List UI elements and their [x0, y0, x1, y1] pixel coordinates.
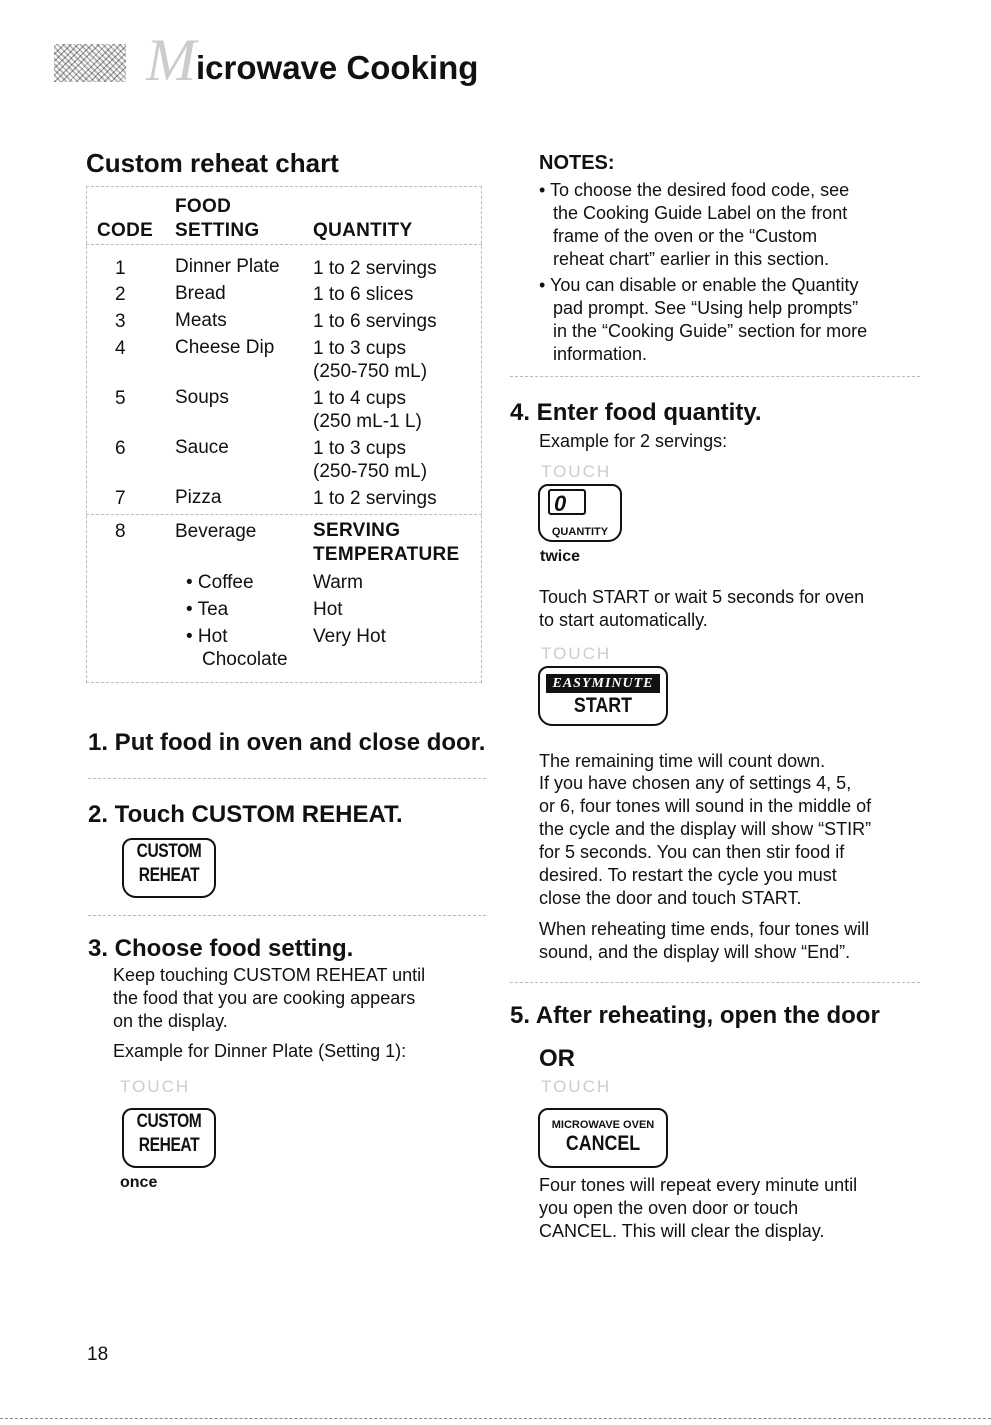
- row-qty: 1 to 4 cups: [313, 388, 406, 409]
- row-food: Pizza: [175, 487, 222, 508]
- step-5-body-line: Four tones will repeat every minute until: [539, 1175, 858, 1195]
- custom-reheat-pad[interactable]: [122, 1108, 216, 1168]
- step-4-body-line: or 6, four tones will sound in the middle of: [539, 796, 872, 816]
- pad-label: CUSTOM: [136, 841, 202, 862]
- row-qty-metric: (250 mL-1 L): [313, 411, 422, 432]
- start-pad[interactable]: [538, 666, 668, 726]
- step-5-body-line: you open the oven door or touch: [539, 1198, 799, 1218]
- pad-label: CUSTOM: [136, 1111, 202, 1132]
- step-3-example: Example for Dinner Plate (Setting 1):: [113, 1041, 407, 1061]
- touch-label: TOUCH: [541, 1077, 612, 1096]
- step-4-example: Example for 2 servings:: [539, 431, 728, 451]
- row-food: Sauce: [175, 437, 229, 458]
- touch-label: TOUCH: [541, 462, 612, 481]
- beverage-item-cont: Chocolate: [202, 649, 288, 670]
- col-header-quantity: QUANTITY: [313, 220, 413, 241]
- row-code: 4: [115, 338, 126, 359]
- row-code: 8: [115, 521, 126, 542]
- step-5-heading: 5. After reheating, open the door: [510, 1002, 880, 1029]
- step-4-body-line: When reheating time ends, four tones will: [539, 919, 870, 939]
- note-line: pad prompt. See “Using help prompts”: [553, 298, 859, 318]
- note-line: the Cooking Guide Label on the front: [553, 203, 848, 223]
- row-code: 7: [115, 488, 126, 509]
- note-line: reheat chart” earlier in this section.: [553, 249, 830, 269]
- note-line: • You can disable or enable the Quantity: [539, 275, 859, 295]
- step-2-heading: 2. Touch CUSTOM REHEAT.: [88, 801, 403, 828]
- row-qty-metric: (250-750 mL): [313, 461, 428, 482]
- row-food: Beverage: [175, 521, 257, 542]
- page-number: 18: [87, 1344, 109, 1365]
- step-4-body-line: sound, and the display will show “End”.: [539, 942, 851, 962]
- note-line: frame of the oven or the “Custom: [553, 226, 818, 246]
- cancel-pad[interactable]: [538, 1108, 668, 1168]
- row-food: Meats: [175, 310, 227, 331]
- row-food: Dinner Plate: [175, 256, 280, 277]
- step-4-body-line: If you have chosen any of settings 4, 5,: [539, 773, 852, 793]
- notes-title: NOTES:: [539, 152, 615, 174]
- row-code: 1: [115, 258, 126, 279]
- beverage-temp: Very Hot: [313, 626, 386, 647]
- step-1-heading: 1. Put food in oven and close door.: [88, 729, 486, 756]
- step-4-body-line: for 5 seconds. You can then stir food if: [539, 842, 845, 862]
- divider: [510, 376, 920, 377]
- header-title-initial: M: [146, 27, 196, 93]
- row-code: 3: [115, 311, 126, 332]
- row-code: 2: [115, 284, 126, 305]
- bottom-rule: [0, 1418, 991, 1419]
- pad-label: REHEAT: [138, 1135, 200, 1156]
- chart-title: Custom reheat chart: [86, 148, 339, 178]
- press-count: twice: [540, 548, 581, 565]
- col-header-code: CODE: [97, 220, 154, 241]
- beverage-item: • Coffee: [186, 572, 254, 593]
- step-4-body-line: Touch START or wait 5 seconds for oven: [539, 587, 865, 607]
- header-title: icrowave Cooking: [196, 49, 479, 86]
- step-4-body-line: the cycle and the display will show “STIR”: [539, 819, 872, 839]
- row-food: Bread: [175, 283, 226, 304]
- pad-label: CANCEL: [565, 1132, 641, 1155]
- beverage-temp: Hot: [313, 599, 343, 620]
- pad-label: REHEAT: [138, 865, 200, 886]
- step-4-body-line: desired. To restart the cycle you must: [539, 865, 837, 885]
- col-header-food: FOOD: [175, 196, 232, 217]
- row-qty-metric: (250-750 mL): [313, 361, 428, 382]
- row-qty: 1 to 2 servings: [313, 258, 437, 279]
- step-3-body-line: Keep touching CUSTOM REHEAT until: [113, 965, 426, 985]
- divider: [510, 982, 920, 983]
- quantity-pad[interactable]: [538, 484, 622, 542]
- step-3-body-line: on the display.: [113, 1011, 228, 1031]
- row-food: Soups: [175, 387, 229, 408]
- row-code: 6: [115, 438, 126, 459]
- step-3-heading: 3. Choose food setting.: [88, 935, 354, 962]
- row-qty: 1 to 2 servings: [313, 488, 437, 509]
- pad-label: START: [573, 694, 633, 717]
- easy-minute-band: EASYMINUTE: [546, 674, 660, 693]
- row-code: 5: [115, 388, 126, 409]
- row-food: Cheese Dip: [175, 337, 275, 358]
- step-5-or: OR: [539, 1045, 575, 1072]
- step-4-body-line: close the door and touch START.: [539, 888, 802, 908]
- row-qty: 1 to 6 servings: [313, 311, 437, 332]
- col-header-serving: SERVING: [313, 520, 401, 541]
- press-count: once: [120, 1174, 158, 1191]
- note-line: in the “Cooking Guide” section for more: [553, 321, 868, 341]
- step-4-heading: 4. Enter food quantity.: [510, 399, 762, 426]
- step-4-body-line: The remaining time will count down.: [539, 751, 826, 771]
- row-qty: 1 to 3 cups: [313, 338, 406, 359]
- row-qty: 1 to 3 cups: [313, 438, 406, 459]
- step-3-body-line: the food that you are cooking appears: [113, 988, 416, 1008]
- chart-beverage-divider: [86, 514, 482, 515]
- note-line: information.: [553, 344, 648, 364]
- beverage-item: • Hot: [186, 626, 228, 647]
- pad-label: MICROWAVE OVEN: [551, 1119, 655, 1131]
- col-header-temperature: TEMPERATURE: [313, 544, 460, 565]
- note-line: • To choose the desired food code, see: [539, 180, 850, 200]
- touch-label: TOUCH: [120, 1077, 191, 1096]
- header-decoration: [54, 44, 126, 82]
- chart-header-divider: [86, 244, 482, 245]
- quantity-digit: 0: [548, 489, 586, 515]
- step-4-body-line: to start automatically.: [539, 610, 708, 630]
- col-header-setting: SETTING: [175, 220, 260, 241]
- pad-label: QUANTITY: [551, 526, 609, 538]
- divider: [88, 778, 486, 779]
- divider: [88, 915, 486, 916]
- custom-reheat-pad[interactable]: [122, 838, 216, 898]
- step-5-body-line: CANCEL. This will clear the display.: [539, 1221, 825, 1241]
- beverage-item: • Tea: [186, 599, 229, 620]
- row-qty: 1 to 6 slices: [313, 284, 414, 305]
- beverage-temp: Warm: [313, 572, 363, 593]
- touch-label: TOUCH: [541, 644, 612, 663]
